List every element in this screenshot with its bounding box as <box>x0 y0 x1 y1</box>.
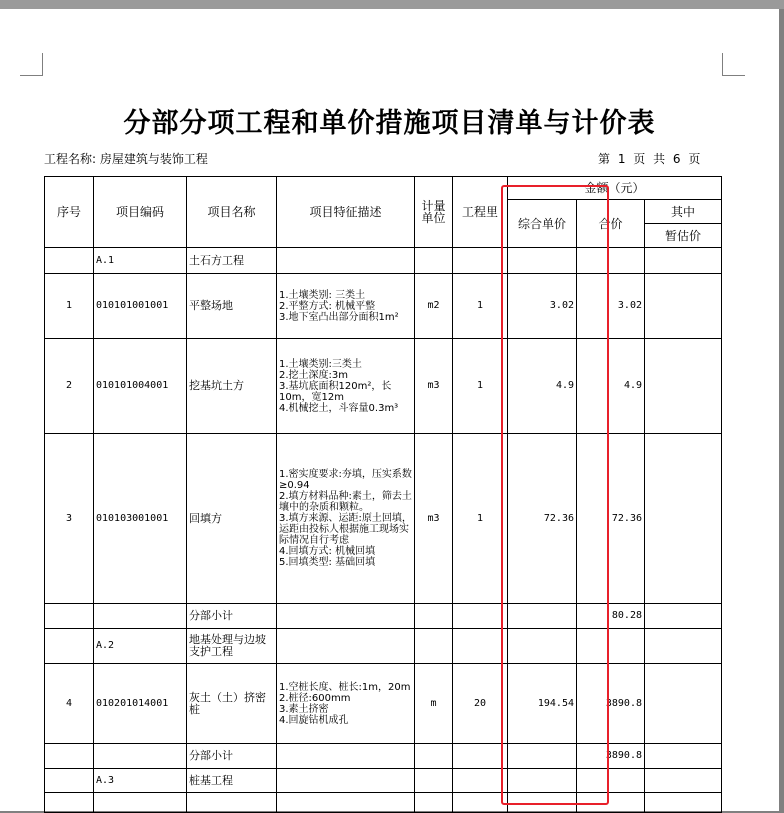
cell-code: A.1 <box>94 248 187 274</box>
cell-provisional <box>645 629 722 664</box>
cell-total: 3890.8 <box>577 744 645 769</box>
cell-feature <box>277 769 415 793</box>
cell-provisional <box>645 248 722 274</box>
cell-feature: 1.空桩长度、桩长:1m，20m 2.桩径:600mm 3.素土挤密 4.回旋钻机成孔 <box>277 664 415 744</box>
cell-total: 3890.8 <box>577 664 645 744</box>
cell-unit: m3 <box>415 339 453 434</box>
page-gutter <box>779 9 784 811</box>
table-row <box>45 274 722 339</box>
cell-name <box>187 793 277 813</box>
cell-provisional <box>645 274 722 339</box>
cell-code <box>94 744 187 769</box>
cell-qty <box>453 793 508 813</box>
highlight-annotation-box <box>501 185 609 805</box>
cell-code: A.2 <box>94 629 187 664</box>
cell-total: 4.9 <box>577 339 645 434</box>
table-row <box>45 604 722 629</box>
header-unit-price: 综合单价 <box>508 200 577 248</box>
cell-unit-price: 3.02 <box>508 274 577 339</box>
cell-name: 桩基工程 <box>187 769 277 793</box>
cell-qty <box>453 744 508 769</box>
cell-provisional <box>645 604 722 629</box>
cell-name: 回填方 <box>187 434 277 604</box>
header-qty: 工程里 <box>453 177 508 248</box>
cell-name: 平整场地 <box>187 274 277 339</box>
margin-corner-mark <box>722 53 745 76</box>
header-code: 项目编码 <box>94 177 187 248</box>
cell-provisional <box>645 664 722 744</box>
cell-seq: 2 <box>45 339 94 434</box>
cell-name: 分部小计 <box>187 744 277 769</box>
cell-provisional <box>645 793 722 813</box>
cell-code <box>94 793 187 813</box>
table-row <box>45 434 722 604</box>
table-row <box>45 744 722 769</box>
cell-provisional <box>645 339 722 434</box>
cell-qty <box>453 248 508 274</box>
cell-code: A.3 <box>94 769 187 793</box>
cell-qty <box>453 629 508 664</box>
cell-qty: 1 <box>453 434 508 604</box>
cell-unit <box>415 604 453 629</box>
cell-feature: 1.土壤类别:三类土 2.挖土深度:3m 3.基坑底面积120m²，长10m，宽12m 4.机械挖土，斗容量0.3m³ <box>277 339 415 434</box>
header-seq: 序号 <box>45 177 94 248</box>
cell-unit-price: 72.36 <box>508 434 577 604</box>
cell-name: 地基处理与边坡支护工程 <box>187 629 277 664</box>
cell-unit-price: 194.54 <box>508 664 577 744</box>
cell-seq <box>45 604 94 629</box>
cell-seq <box>45 793 94 813</box>
table-row <box>45 769 722 793</box>
cell-feature <box>277 793 415 813</box>
header-name: 项目名称 <box>187 177 277 248</box>
cell-feature <box>277 604 415 629</box>
cell-seq: 4 <box>45 664 94 744</box>
header-among: 其中 <box>645 200 722 224</box>
cell-seq <box>45 248 94 274</box>
cell-feature: 1.土壤类别: 三类土 2.平整方式: 机械平整 3.地下室凸出部分面积1m² <box>277 274 415 339</box>
table-row <box>45 793 722 813</box>
header-unit: 计量单位 <box>415 177 453 248</box>
cell-unit: m <box>415 664 453 744</box>
cell-code: 010103001001 <box>94 434 187 604</box>
document-title: 分部分项工程和单价措施项目清单与计价表 <box>123 108 656 139</box>
cell-seq <box>45 769 94 793</box>
cell-unit <box>415 248 453 274</box>
cell-code <box>94 604 187 629</box>
cell-code: 010101001001 <box>94 274 187 339</box>
cell-provisional <box>645 744 722 769</box>
cell-feature <box>277 248 415 274</box>
table-row <box>45 664 722 744</box>
table-row <box>45 339 722 434</box>
project-name: 工程名称: 房屋建筑与装饰工程 <box>44 152 208 166</box>
cell-total: 3.02 <box>577 274 645 339</box>
table-row <box>45 629 722 664</box>
window-top-bar <box>0 0 784 9</box>
cell-feature: 1.密实度要求:夯填，压实系数≥0.94 2.填方材料品种:素土，筛去土壤中的杂质和颗粒。 3.填方来源、运距:原土回填，运距由投标人根据施工现场实际情况自行考虑 4.回填方式: 机械回填 5.回填类型: 基础回填 <box>277 434 415 604</box>
cell-total: 80.28 <box>577 604 645 629</box>
header-feature: 项目特征描述 <box>277 177 415 248</box>
cell-seq <box>45 629 94 664</box>
cell-unit-price: 4.9 <box>508 339 577 434</box>
cell-seq: 1 <box>45 274 94 339</box>
cell-code: 010101004001 <box>94 339 187 434</box>
cell-qty: 20 <box>453 664 508 744</box>
cell-unit: m2 <box>415 274 453 339</box>
page-info: 第 1 页 共 6 页 <box>598 152 701 166</box>
cell-qty: 1 <box>453 339 508 434</box>
cell-feature <box>277 744 415 769</box>
cell-unit <box>415 744 453 769</box>
header-total: 合价 <box>577 200 645 248</box>
cell-total: 72.36 <box>577 434 645 604</box>
cell-name: 土石方工程 <box>187 248 277 274</box>
cell-name: 挖基坑土方 <box>187 339 277 434</box>
cell-provisional <box>645 769 722 793</box>
cell-seq <box>45 744 94 769</box>
cell-unit <box>415 629 453 664</box>
cell-name: 灰土（土）挤密桩 <box>187 664 277 744</box>
cell-feature <box>277 629 415 664</box>
cell-name: 分部小计 <box>187 604 277 629</box>
cell-seq: 3 <box>45 434 94 604</box>
margin-corner-mark <box>20 53 43 76</box>
header-amount: 金额（元） <box>508 177 722 200</box>
pricing-table <box>44 176 722 813</box>
cell-qty: 1 <box>453 274 508 339</box>
table-row <box>45 248 722 274</box>
cell-qty <box>453 604 508 629</box>
cell-unit <box>415 769 453 793</box>
header-provisional: 暂估价 <box>645 224 722 248</box>
cell-provisional <box>645 434 722 604</box>
cell-qty <box>453 769 508 793</box>
cell-unit <box>415 793 453 813</box>
cell-unit: m3 <box>415 434 453 604</box>
cell-code: 010201014001 <box>94 664 187 744</box>
